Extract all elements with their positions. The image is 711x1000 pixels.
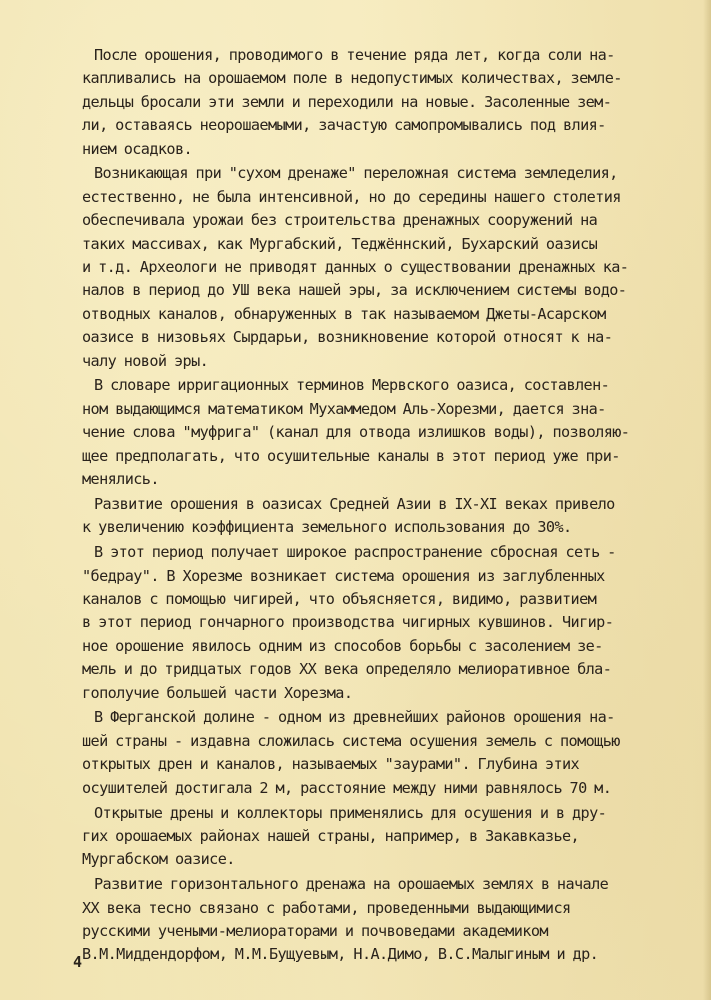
text-line: В.М.Миддендорфом, М.М.Бущуевым, Н.А.Димо, В.С.Малыгиным и др.: [82, 945, 599, 964]
text-line: дельцы бросали эти земли и переходили на новые. Засоленные зем-: [82, 92, 612, 111]
text-line: щее предполагать, что осушительные каналы в этот период уже при-: [82, 446, 620, 465]
text-line: обеспечивала урожаи без строительства дренажных сооружений на: [82, 211, 598, 230]
paragraph-8: [82, 873, 702, 967]
text-line: Открытые дрены и коллекторы применялись для осушения и в дру-: [94, 803, 607, 822]
text-line: В этот период получает широкое распространение сбросная сеть -: [94, 543, 616, 562]
text-line: оазисе в низовьях Сырдарьи, возникновение которой относят к на-: [82, 328, 613, 347]
text-line: налов в период до УШ века нашей эры, за исключением системы водо-: [82, 281, 627, 300]
text-line: В словаре ирригационных терминов Мервского оазиса, составлен-: [94, 376, 610, 395]
text-line: Развитие горизонтального дренажа на орошаемых землях в начале: [94, 875, 609, 894]
text-line: Возникающая при "сухом дренаже" переложная система земледелия,: [94, 164, 618, 183]
paragraph-2: [82, 162, 702, 373]
paragraph-6: [82, 706, 702, 800]
text-line: чение слова "муфрига" (канал для отвода излишков воды), позволяю-: [82, 423, 630, 442]
text-line: естественно, не была интенсивной, но до середины нашего столетия: [82, 187, 621, 206]
text-line: менялись.: [82, 470, 159, 489]
page-number: 4: [73, 953, 83, 971]
text-line: русскими учеными-мелиораторами и почвоведами академиком: [82, 921, 548, 940]
text-line: "бедрау". В Хорезме возникает система орошения из заглубленных: [82, 566, 605, 585]
text-line: нием осадков.: [82, 139, 193, 158]
text-line: осушителей достигала 2 м, расстояние между ними равнялось 70 м.: [82, 778, 612, 797]
text-line: гих орошаемых районах нашей страны, например, в Закавказье,: [82, 826, 580, 845]
text-line: открытых дрен и каналов, называемых "заурами". Глубина этих: [82, 755, 580, 774]
text-line: мель и до тридцатых годов XX века определяло мелиоративное бла-: [82, 660, 612, 679]
text-line: Развитие орошения в оазисах Средней Азии в IX-XI веках привело: [94, 494, 615, 513]
text-line: к увеличению коэффициента земельного использования до 30%.: [82, 518, 572, 537]
text-line: каналов с помощью чигирей, что объясняется, видимо, развитием: [82, 589, 597, 608]
paragraph-5: [82, 541, 702, 705]
paragraph-4: [82, 493, 702, 540]
text-line: отводных каналов, обнаруженных в так называемом Джеты-Асарском: [82, 304, 606, 323]
text-line: и т.д. Археологи не приводят данных о существовании дренажных ка-: [82, 258, 629, 277]
text-line: В Ферганской долине - одном из древнейших районов орошения на-: [94, 708, 615, 727]
text-line: таких массивах, как Мургабский, Теджённский, Бухарский оазисы: [82, 234, 598, 253]
text-line: Мургабском оазисе.: [82, 850, 235, 869]
paragraph-7: [82, 802, 702, 872]
text-line: гополучие большей части Хорезма.: [82, 683, 353, 702]
text-line: После орошения, проводимого в течение ряда лет, когда соли на-: [94, 46, 615, 64]
paragraph-1: [82, 44, 702, 161]
text-line: чалу новой эры.: [82, 351, 209, 370]
document-body: [82, 44, 702, 968]
text-line: в этот период гончарного производства чигирных кувшинов. Чигир-: [82, 613, 614, 632]
text-line: XX века тесно связано с работами, проведенными выдающимися: [82, 898, 571, 917]
text-line: капливались на орошаемом поле в недопустимых количествах, земле-: [82, 69, 622, 88]
text-line: ном выдающимся математиком Мухаммедом Аль-Хорезми, дается зна-: [82, 399, 606, 418]
text-line: ли, оставаясь неорошаемыми, зачастую самопромывались под влия-: [82, 116, 606, 135]
paragraph-3: [82, 374, 702, 491]
text-line: шей страны - издавна сложилась система осушения земель с помощью: [82, 731, 620, 750]
text-line: ное орошение явилось одним из способов борьбы с засолением зе-: [82, 636, 603, 655]
